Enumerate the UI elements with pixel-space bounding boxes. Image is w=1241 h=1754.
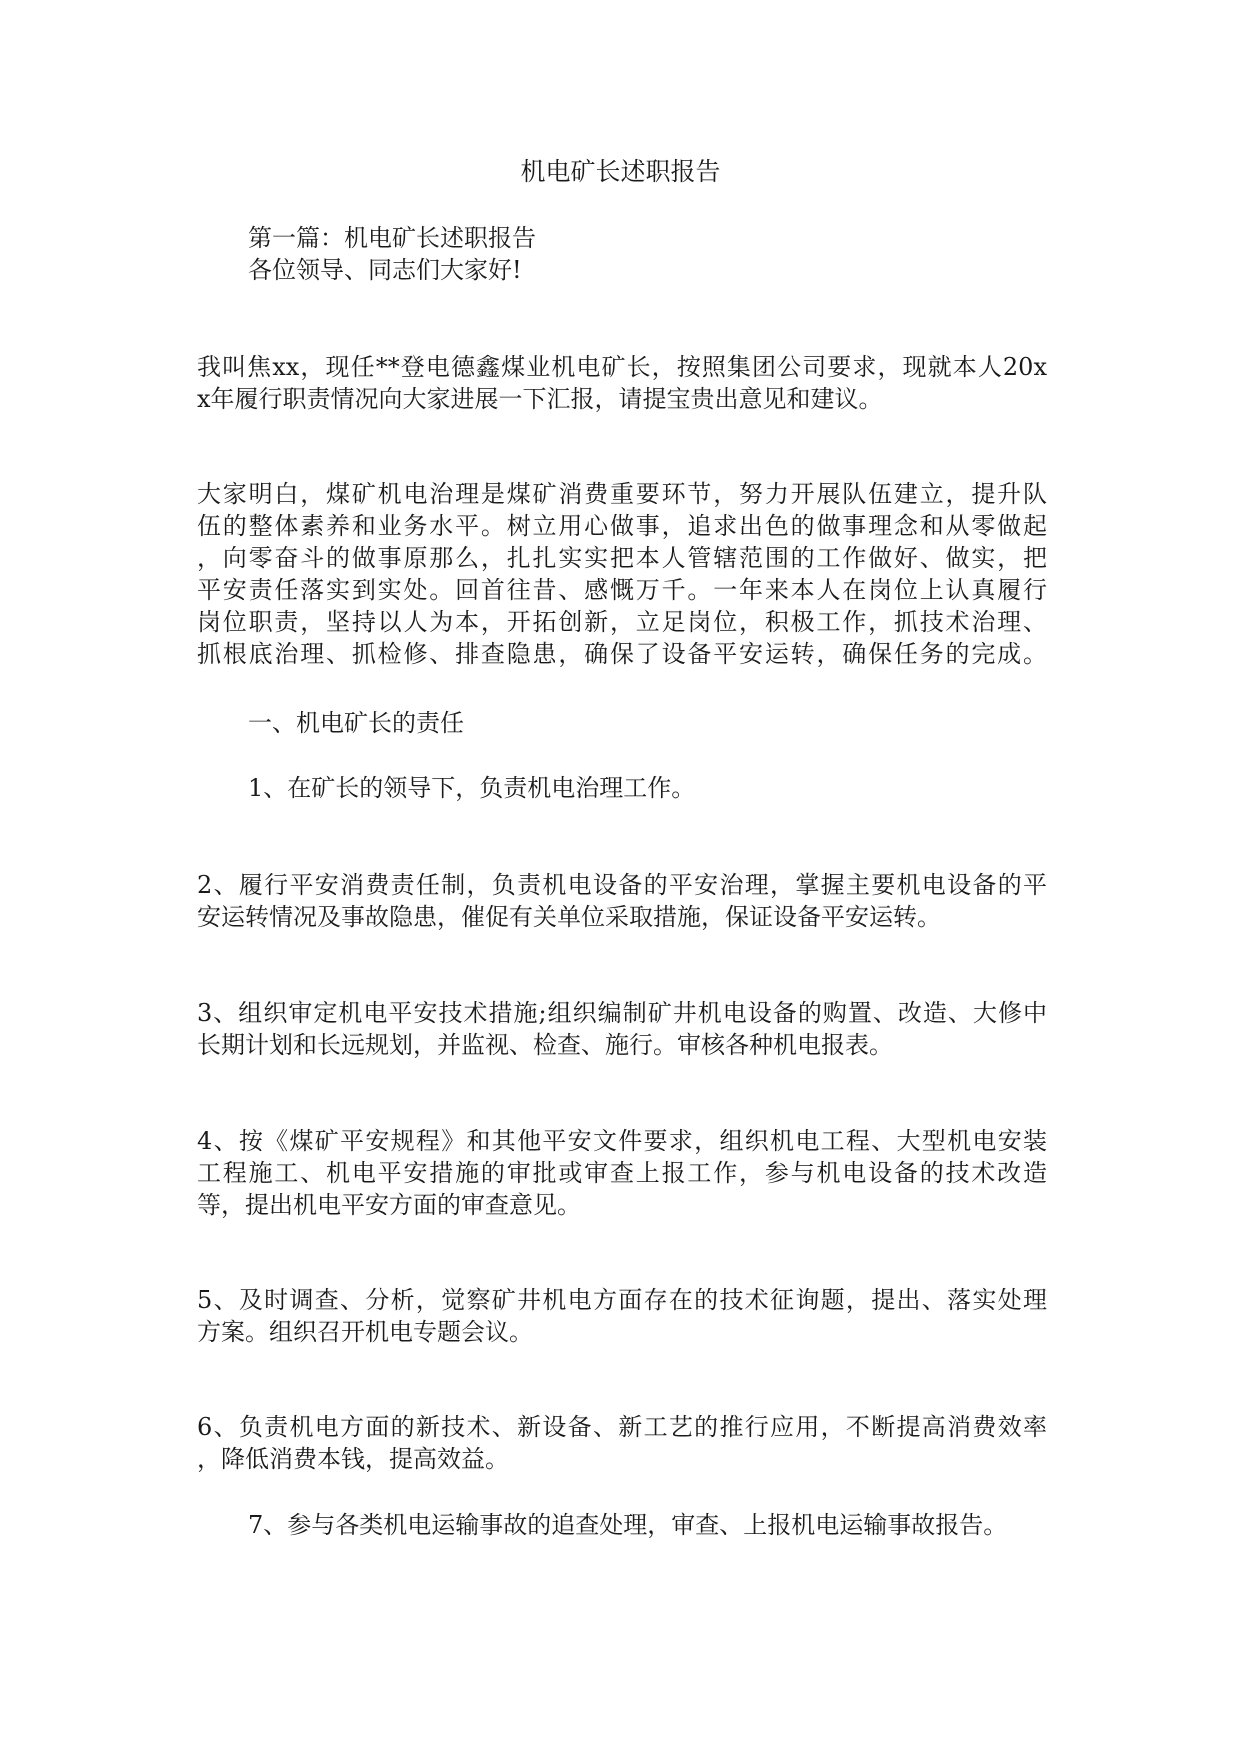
paragraph-line: 5、及时调查、分析，觉察矿井机电方面存在的技术征询题，提出、落实处理 <box>197 1286 1047 1314</box>
paragraph-line: 2、履行平安消费责任制，负责机电设备的平安治理，掌握主要机电设备的平 <box>197 871 1047 899</box>
paragraph-line: 岗位职责，坚持以人为本，开拓创新，立足岗位，积极工作，抓技术治理、 <box>197 608 1047 636</box>
paragraph-line: 等，提出机电平安方面的审查意见。 <box>197 1191 581 1219</box>
paragraph-line: ，降低消费本钱，提高效益。 <box>197 1445 509 1473</box>
duty-item-4 <box>197 1125 1047 1221</box>
duty-item-7: 7、参与各类机电运输事故的追查处理，审查、上报机电运输事故报告。 <box>248 1511 1008 1539</box>
paragraph-line: 我叫焦xx，现任**登电德鑫煤业机电矿长，按照集团公司要求，现就本人20x <box>197 353 1047 381</box>
document-title: 机电矿长述职报告 <box>520 157 721 186</box>
paragraph-line: 3、组织审定机电平安技术措施;组织编制矿井机电设备的购置、改造、大修中 <box>197 999 1047 1027</box>
section-heading: 一、机电矿长的责任 <box>248 709 464 737</box>
paragraph-line: 大家明白，煤矿机电治理是煤矿消费重要环节，努力开展队伍建立，提升队 <box>197 480 1047 508</box>
paragraph-line: 平安责任落实到实处。回首往昔、感慨万千。一年来本人在岗位上认真履行 <box>197 576 1047 604</box>
paragraph-line: x年履行职责情况向大家进展一下汇报，请提宝贵出意见和建议。 <box>197 385 883 413</box>
duty-item-1: 1、在矿长的领导下，负责机电治理工作。 <box>248 774 696 802</box>
subtitle: 第一篇：机电矿长述职报告 <box>248 224 536 252</box>
duty-item-5 <box>197 1284 1047 1348</box>
paragraph-line: 长期计划和长远规划，并监视、检查、施行。审核各种机电报表。 <box>197 1031 893 1059</box>
paragraph-line: ，向零奋斗的做事原那么，扎扎实实把本人管辖范围的工作做好、做实，把 <box>197 544 1047 572</box>
paragraph-line: 伍的整体素养和业务水平。树立用心做事，追求出色的做事理念和从零做起 <box>197 512 1047 540</box>
paragraph-line: 方案。组织召开机电专题会议。 <box>197 1318 533 1346</box>
paragraph-line: 4、按《煤矿平安规程》和其他平安文件要求，组织机电工程、大型机电安装 <box>197 1127 1047 1155</box>
duty-item-6 <box>197 1411 1047 1475</box>
overview-paragraph <box>197 478 1047 670</box>
duty-item-3 <box>197 997 1047 1061</box>
paragraph-line: 安运转情况及事故隐患，催促有关单位采取措施，保证设备平安运转。 <box>197 903 941 931</box>
paragraph-line: 抓根底治理、抓检修、排查隐患，确保了设备平安运转，确保任务的完成。 <box>197 640 1047 668</box>
paragraph-line: 工程施工、机电平安措施的审批或审查上报工作，参与机电设备的技术改造 <box>197 1159 1047 1187</box>
intro-paragraph <box>197 351 1047 415</box>
paragraph-line: 6、负责机电方面的新技术、新设备、新工艺的推行应用，不断提高消费效率 <box>197 1413 1047 1441</box>
duty-item-2 <box>197 869 1047 933</box>
greeting: 各位领导、同志们大家好! <box>248 256 522 284</box>
